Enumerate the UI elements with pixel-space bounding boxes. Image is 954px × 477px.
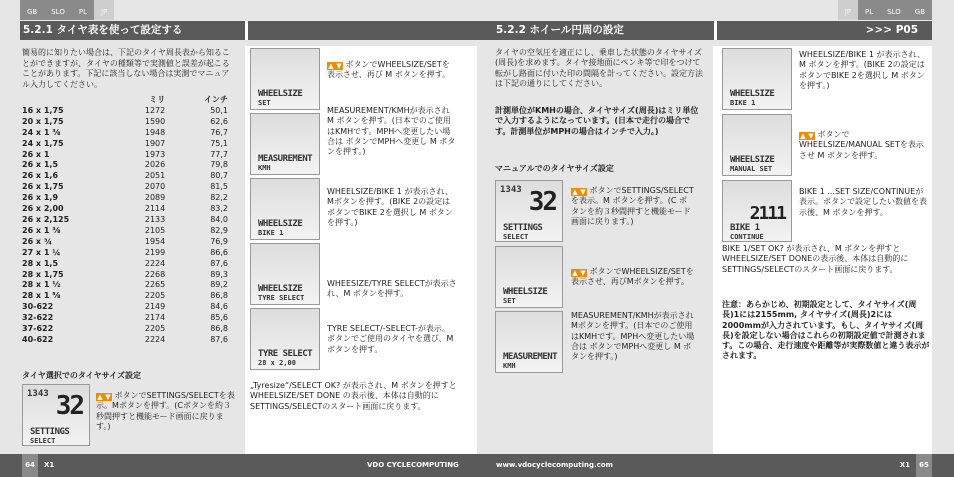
mm-cell: 1948: [144, 127, 166, 137]
tyre-size-cell: 26 x 1,6: [22, 171, 59, 181]
model-name: X1: [899, 461, 910, 469]
tab-slo[interactable]: SLO: [880, 0, 908, 20]
tyre-size-cell: 37-622: [22, 324, 54, 334]
table-row: [22, 291, 228, 302]
intro-text: 簡易的に知りたい場合は、下記のタイヤ周長表から知ることができますが、タイヤの種類等で実測値と誤差が起こることがあります。下記に該当しない場合は実測でマニュアル入力してください。: [22, 48, 230, 89]
tyre-size-cell: 26 x 2,00: [22, 204, 64, 214]
mm-cell: 2026: [144, 160, 166, 170]
page-number: 65: [916, 454, 932, 477]
inch-cell: 76,9: [210, 236, 228, 246]
mm-cell: 2199: [144, 247, 166, 257]
table-row: [22, 280, 228, 291]
arrow-up-icon: ▲: [572, 269, 578, 277]
mm-cell: 2268: [144, 269, 166, 279]
mm-cell: 2224: [144, 258, 166, 268]
tyre-size-cell: 20 x 1,75: [22, 116, 64, 126]
section-title: 5.2.1 タイヤ表を使って設定する: [23, 24, 183, 36]
table-row: [22, 313, 228, 324]
table-row: [22, 139, 228, 150]
tyre-size-cell: 26 x 1: [22, 149, 50, 159]
tyre-table: [22, 95, 228, 346]
tyre-size-cell: 28 x 1,75: [22, 269, 64, 279]
page-number: 64: [22, 454, 38, 477]
lcd-measurement-r: MEASUREMENT KMH: [495, 311, 563, 373]
table-row: [22, 324, 228, 335]
intro-column: [22, 48, 232, 90]
mm-cell: 1590: [144, 116, 166, 126]
mm-cell: 2174: [144, 313, 166, 323]
tab-pl[interactable]: PL: [858, 0, 880, 20]
intro-text-right: タイヤの空気圧を適正にし、乗車した状態のタイヤサイズ(周長)を求めます。タイヤ接地面にペンキ等で印をつけて転がし路面に付いた印の間隔を計ってください。設定方法は下記の通りにしてください。: [495, 48, 703, 88]
tyre-size-cell: 28 x 1 ⅝: [22, 291, 61, 301]
website-url: www.vdocyclecomputing.com: [496, 461, 613, 469]
tyre-size-cell: 24 x 1,75: [22, 138, 64, 148]
manual-step-1: ▲ ▼ ボタンでSETTINGS/SELECTを表示。M ボタンを押す。(C ボタンを約３秒間押すと機能モード画面に戻ります。): [571, 186, 694, 226]
lcd-wheelsize-set: WHEELSIZE SET: [250, 48, 320, 110]
table-row: [22, 204, 228, 215]
tab-jp[interactable]: JP: [94, 0, 114, 20]
inch-cell: 89,3: [210, 269, 228, 279]
right-page: [477, 0, 954, 477]
select-title: タイヤ選択でのタイヤサイズ設定: [22, 371, 142, 380]
mm-cell: 2205: [144, 291, 166, 301]
divider: [245, 21, 248, 40]
tab-pl[interactable]: PL: [72, 0, 94, 20]
manual-title: マニュアルでのタイヤサイズ設定: [495, 164, 614, 173]
col-mm: ミリ: [149, 95, 166, 104]
lcd-bike1: WHEELSIZE BIKE 1: [250, 178, 320, 240]
inch-cell: 77,7: [210, 149, 228, 159]
ok-text: BIKE 1/SET OK? が表示され、M ボタンを押すとWHEELSIZE/SET DONEの表示後、本体は自動的にSETTINGS/SELECTのスタート画面に戻ります。: [722, 244, 909, 274]
bottom-text: „Tyresize“/SELECT OK? が表示され、M ボタンを押すとWHEELSIZE/SET DONE の表示後、本体は自動的にSETTINGS/SELECTのスタート画面に戻ります。: [250, 381, 457, 411]
inch-cell: 86,6: [210, 247, 228, 257]
step-5: TYRE SELECT/-SELECT-が表示。ボタンでご使用のタイヤを選び、M ボタンを押す。: [327, 324, 454, 354]
table-row: [22, 117, 228, 128]
table-row: [22, 160, 228, 171]
language-tabs: [20, 0, 114, 20]
step-3: WHEELSIZE/BIKE 1 が表示され、Mボタンを押す。(BIKE 2の設定は ボタンでBIKE 2を選択し M ボタンを押す。): [327, 187, 453, 227]
arrow-down-icon: ▼: [808, 132, 814, 140]
mm-cell: 2224: [144, 334, 166, 344]
mm-cell: 2089: [144, 193, 166, 203]
step-right-2: ▲ ▼ ボタンでWHEELSIZE/MANUAL SETを表示させ M ボタンを押す。: [799, 130, 924, 160]
table-row: [22, 237, 228, 248]
tab-slo[interactable]: SLO: [44, 0, 72, 20]
footer-right: [477, 454, 954, 477]
tyre-size-cell: 27 x 1 ¼: [22, 247, 61, 257]
mm-cell: 1973: [144, 149, 166, 159]
select-text: ▲ ▼ ボタンでSETTINGS/SELECTを表示。Mボタンを押す。(Cボタンを約３秒間押すと機能モード画面に戻ります。): [96, 391, 235, 431]
arrow-up-icon: ▲: [97, 393, 103, 401]
table-row: [22, 128, 228, 139]
inch-cell: 76,7: [210, 127, 228, 137]
step-2: MEASUREMENT/KMHが表示され M ボタンを押す。(日本でのご使用はKMHです。MPHへ変更したい場合は ボタンでMPHへ変更し M ボタンを押す。): [327, 106, 456, 157]
table-row: [22, 171, 228, 182]
inch-cell: 85,6: [210, 313, 228, 323]
mm-cell: 2051: [144, 171, 166, 181]
lcd-manual-set: WHEELSIZE MANUAL SET: [722, 114, 792, 176]
tyre-size-cell: 26 x 1,9: [22, 193, 59, 203]
col-inch: インチ: [204, 95, 228, 104]
table-row: [22, 150, 228, 161]
inch-cell: 80,7: [210, 171, 228, 181]
mm-cell: 1907: [144, 138, 166, 148]
page-ref: >>> P05: [865, 24, 918, 36]
table-row: [22, 193, 228, 204]
table-row: [22, 335, 228, 346]
inch-cell: 75,1: [210, 138, 228, 148]
tyre-size-cell: 26 x 1,5: [22, 160, 59, 170]
lcd-settings: 1343 32 SETTINGS SELECT: [22, 384, 90, 446]
lcd-measurement: MEASUREMENT KMH: [250, 113, 320, 175]
inch-cell: 50,1: [210, 105, 228, 115]
inch-cell: 82,9: [210, 225, 228, 235]
inch-cell: 87,6: [210, 258, 228, 268]
arrow-up-icon: ▲: [800, 132, 806, 140]
manual-step-3: MEASUREMENT/KMHが表示されMボタンを押す。(日本でのご使用はKMHです。MPHへ変更したい場合は ボタンでMPHへ変更し M ボタンを押す。): [571, 311, 695, 362]
tyre-size-cell: 28 x 1,5: [22, 258, 59, 268]
arrow-up-icon: ▲: [572, 188, 578, 196]
table-row: [22, 259, 228, 270]
step-4: WHEESIZE/TYRE SELECTが表示され、M ボタンを押す。: [327, 279, 457, 299]
tyre-size-cell: 16 x 1,75: [22, 105, 64, 115]
tyre-size-cell: 28 x 1 ½: [22, 280, 61, 290]
table-row: [22, 248, 228, 259]
tyre-size-cell: 26 x 1 ⅜: [22, 225, 61, 235]
lcd-continue: 2111 BIKE 1 CONTINUE: [722, 180, 792, 242]
inch-cell: 84,6: [210, 302, 228, 312]
section-header: [20, 21, 477, 40]
tyre-size-cell: 26 x ¾: [22, 236, 53, 246]
model-name: X1: [44, 461, 55, 469]
step-1: ▲ ▼ ボタンでWHEELSIZE/SETを表示させ、再び M ボタンを押す。: [327, 60, 451, 80]
arrow-up-icon: ▲: [328, 62, 334, 70]
arrow-down-icon: ▼: [580, 188, 586, 196]
inch-cell: 81,5: [210, 182, 228, 192]
table-row: [22, 302, 228, 313]
inch-cell: 89,2: [210, 280, 228, 290]
divider: [714, 21, 717, 40]
mm-cell: 2070: [144, 182, 166, 192]
tyre-size-cell: 24 x 1 ⅜: [22, 127, 61, 137]
footer-left: [0, 454, 477, 477]
mm-cell: 2133: [144, 214, 166, 224]
intro-bold: 計測単位がKMHの場合、タイヤサイズ(周長)はミリ単位で入力するようになっています。(日本で走行の場合です。計測単位がMPHの場合はインチで入力。): [495, 106, 699, 136]
language-tabs-right: [838, 0, 932, 20]
tyre-size-cell: 26 x 2,125: [22, 214, 70, 224]
arrow-down-icon: ▼: [336, 62, 342, 70]
step-right-3: BIKE 1 ...SET SIZE/CONTINUEが表示。ボタンで設定したい数値を表示後、M ボタンを押す。: [799, 187, 927, 217]
lcd-bike1-r: WHEELSIZE BIKE 1: [722, 48, 792, 110]
mm-cell: 2105: [144, 225, 166, 235]
mm-cell: 2149: [144, 302, 166, 312]
note-text: 注意：あらかじめ、初期設定として、タイヤサイズ(周長)1には2155mm, タイヤサイズ(周長)2には2000mmが入力されています。もし、タイヤサイズ(周長)を設定しない場合はこれらの初期設定値で計測されます。この場合、走行速度や距離等が実際数値と違う表示がされます。: [722, 300, 930, 361]
tyre-size-cell: 26 x 1,75: [22, 182, 64, 192]
inch-cell: 84,0: [210, 214, 228, 224]
table-row: [22, 226, 228, 237]
tab-gb[interactable]: GB: [908, 0, 932, 20]
mm-cell: 2114: [144, 204, 166, 214]
tyre-size-cell: 32-622: [22, 313, 54, 323]
table-row: [22, 270, 228, 281]
table-row: [22, 106, 228, 117]
tab-gb[interactable]: GB: [20, 0, 44, 20]
inch-cell: 82,2: [210, 193, 228, 203]
inch-cell: 87,6: [210, 334, 228, 344]
lcd-wheelsize-set-r: WHEELSIZE SET: [495, 246, 563, 308]
section-title: 5.2.2 ホイール円周の設定: [496, 24, 624, 36]
inch-cell: 86,8: [210, 291, 228, 301]
manual-step-2: ▲ ▼ ボタンでWHEELSIZE/SETを表示させ、再びMボタンを押す。: [571, 267, 694, 287]
inch-cell: 83,2: [210, 204, 228, 214]
inch-cell: 62,6: [210, 116, 228, 126]
inch-cell: 79,8: [210, 160, 228, 170]
inch-cell: 86,8: [210, 324, 228, 334]
tyre-size-cell: 30-622: [22, 302, 54, 312]
section-header-right: [477, 21, 932, 40]
tyre-size-cell: 40-622: [22, 334, 54, 344]
mm-cell: 1272: [144, 105, 166, 115]
lcd-settings-r: 1343 32 SETTINGS SELECT: [495, 180, 563, 242]
table-row: [22, 215, 228, 226]
table-row: [22, 182, 228, 193]
lcd-tyre-select-2: TYRE SELECT 28 x 2,00: [250, 308, 320, 370]
mm-cell: 2205: [144, 324, 166, 334]
arrow-down-icon: ▼: [580, 269, 586, 277]
arrow-down-icon: ▼: [105, 393, 111, 401]
mm-cell: 1954: [144, 236, 166, 246]
mm-cell: 2265: [144, 280, 166, 290]
lcd-tyre-select: WHEELSIZE TYRE SELECT: [250, 243, 320, 305]
table-header: [22, 95, 228, 106]
tab-jp[interactable]: JP: [838, 0, 858, 20]
brand-name: VDO CYCLECOMPUTING: [367, 461, 459, 469]
step-right-1: WHEELSIZE/BIKE 1 が表示され、M ボタンを押す。(BIKE 2の設定は ボタンでBIKE 2を選択し M ボタンを押す。): [799, 50, 925, 90]
